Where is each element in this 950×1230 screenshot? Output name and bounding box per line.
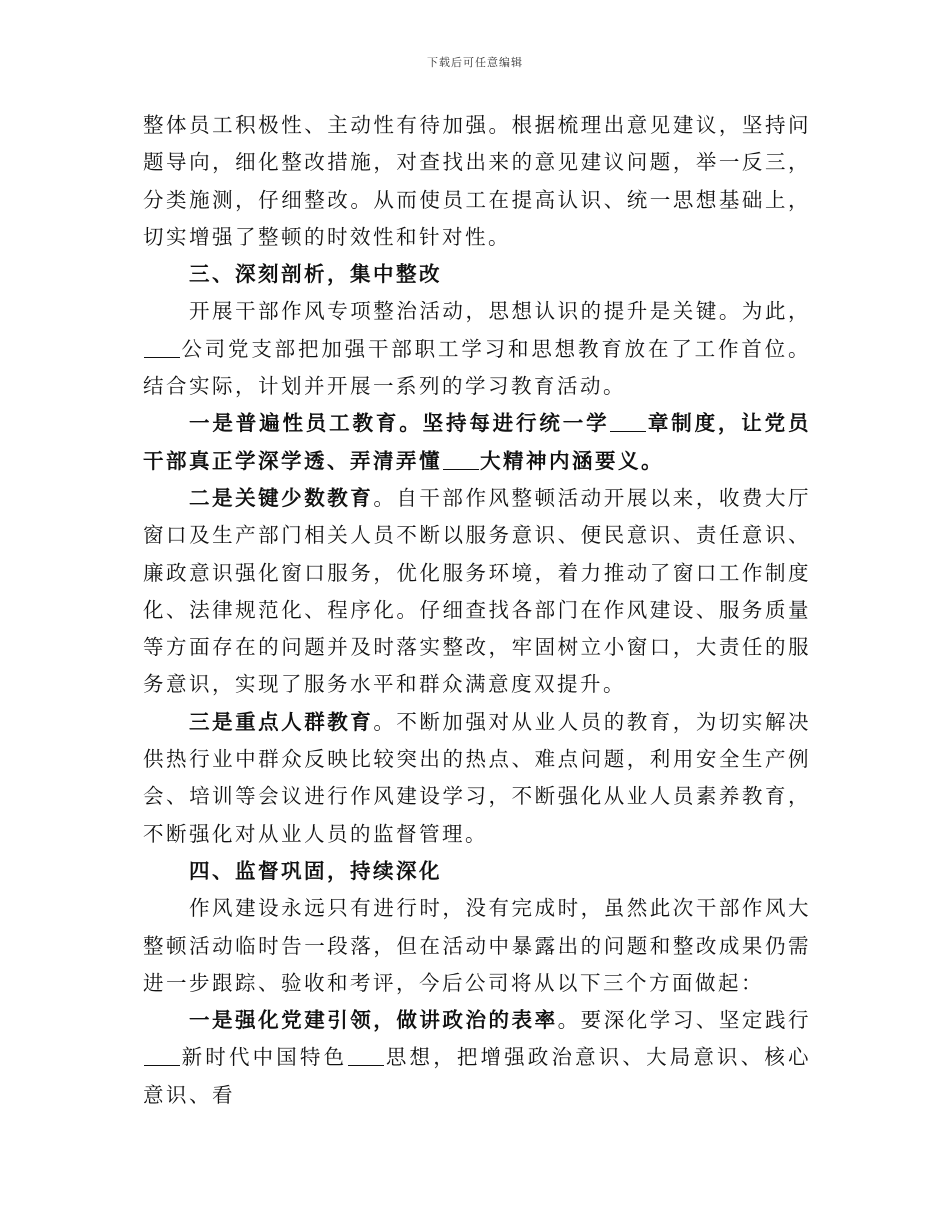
paragraph-text: 大精神内涵要义。 bbox=[480, 448, 664, 473]
paragraph bbox=[143, 1002, 811, 1114]
paragraph-text: 章制度，让党员干部真正学深学透、弄清弄懂 bbox=[143, 411, 812, 473]
document-body bbox=[143, 107, 811, 1114]
paragraph-text: 思想，把增强政治意识、大局意识、核心意识、看 bbox=[143, 1045, 812, 1107]
paragraph bbox=[143, 293, 811, 405]
page-header: 下载后可任意编辑 bbox=[427, 56, 523, 69]
fill-blank bbox=[144, 1043, 180, 1066]
fill-blank bbox=[348, 1043, 384, 1066]
paragraph-bold bbox=[143, 405, 811, 480]
paragraph-text: 。要深化学习、坚定践行 bbox=[557, 1008, 812, 1033]
paragraph-text: 。自干部作风整顿活动开展以来，收费大厅窗口及生产部门相关人员不断以服务意识、便民意识、责任意识、廉政意识强化窗口服务，优化服务环境，着力推动了窗口工作制度化、法律规范化、程序化。仔细查找各部门在作风建设、服务质量等方面存在的问题并及时落实整改，牢固树立小窗口，大责任的服务意识，实现了服务水平和群众满意度双提升。 bbox=[143, 485, 812, 697]
paragraph bbox=[143, 704, 811, 853]
section-heading: 四、监督巩固，持续深化 bbox=[189, 858, 442, 883]
paragraph-lead: 二是关键少数教育 bbox=[189, 485, 374, 510]
paragraph-lead: 一是强化党建引领，做讲政治的表率 bbox=[189, 1008, 558, 1033]
section-heading: 三、深刻剖析，集中整改 bbox=[189, 262, 442, 287]
fill-blank bbox=[443, 447, 479, 470]
paragraph bbox=[143, 480, 811, 704]
paragraph: 整体员工积极性、主动性有待加强。根据梳理出意见建议，坚持问题导向，细化整改措施，对查找出来的意见建议问题，举一反三，分类施测，仔细整改。从而使员工在提高认识、统一思想基础上，切实增强了整顿的时效性和针对性。 bbox=[143, 113, 811, 249]
paragraph-text: 公司党支部把加强干部职工学习和思想教育放在了工作首位。结合实际，计划并开展一系列的学习教育活动。 bbox=[143, 336, 811, 399]
paragraph-text: 新时代中国特色 bbox=[181, 1045, 348, 1070]
fill-blank bbox=[144, 335, 180, 358]
paragraph-lead: 三是重点人群教育 bbox=[189, 709, 374, 734]
paragraph-text: 一是普遍性员工教育。坚持每进行统一学 bbox=[189, 411, 610, 436]
paragraph-text: 开展干部作风专项整治活动，思想认识的提升是关键。为此， bbox=[189, 299, 811, 324]
fill-blank bbox=[610, 409, 646, 432]
paragraph-text: 。不断加强对从业人员的教育，为切实解决供热行业中群众反映比较突出的热点、难点问题，利用安全生产例会、培训等会议进行作风建设学习，不断强化从业人员素养教育，不断强化对从业人员的监督管理。 bbox=[143, 709, 812, 846]
paragraph: 作风建设永远只有进行时，没有完成时，虽然此次干部作风大整顿活动临时告一段落，但在活动中暴露出的问题和整改成果仍需进一步跟踪、验收和考评，今后公司将从以下三个方面做起： bbox=[143, 896, 811, 995]
